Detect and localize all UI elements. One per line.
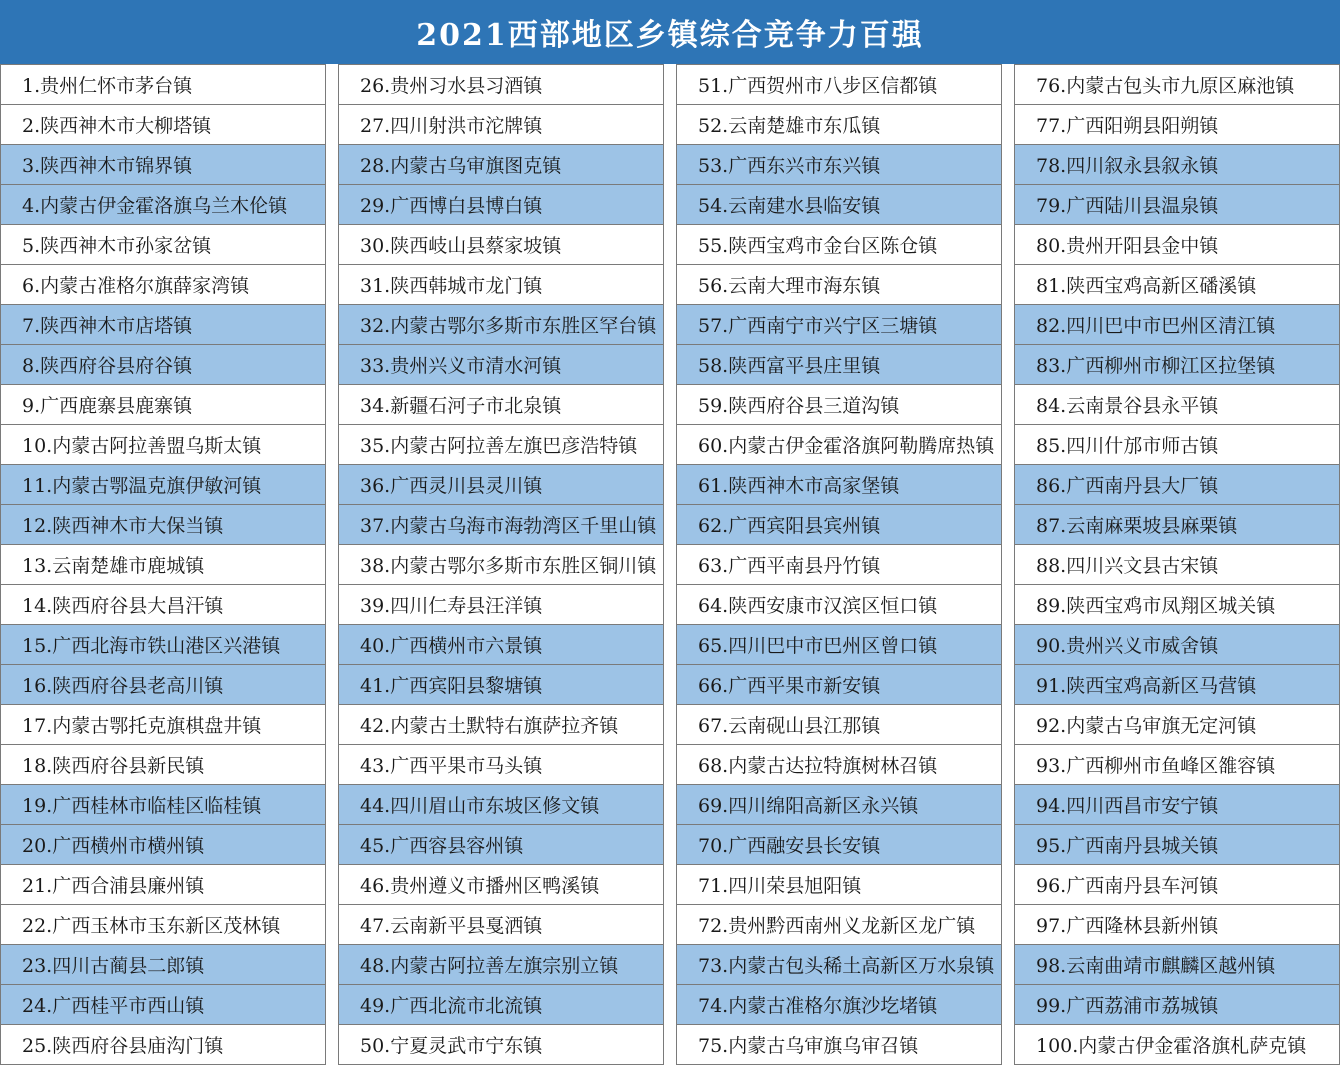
ranking-entry: 19.广西桂林市临桂区临桂镇 [0,785,326,825]
ranking-entry: 1.贵州仁怀市茅台镇 [0,64,326,105]
ranking-entry: 24.广西桂平市西山镇 [0,985,326,1025]
ranking-entry: 10.内蒙古阿拉善盟乌斯太镇 [0,425,326,465]
ranking-entry: 74.内蒙古准格尔旗沙圪堵镇 [676,985,1002,1025]
ranking-entry: 65.四川巴中市巴州区曾口镇 [676,625,1002,665]
ranking-entry: 6.内蒙古准格尔旗薛家湾镇 [0,265,326,305]
ranking-entry: 17.内蒙古鄂托克旗棋盘井镇 [0,705,326,745]
ranking-entry: 25.陕西府谷县庙沟门镇 [0,1025,326,1065]
ranking-entry: 29.广西博白县博白镇 [338,185,664,225]
ranking-entry: 37.内蒙古乌海市海勃湾区千里山镇 [338,505,664,545]
ranking-entry: 35.内蒙古阿拉善左旗巴彦浩特镇 [338,425,664,465]
ranking-table [0,64,1340,1065]
ranking-entry: 11.内蒙古鄂温克旗伊敏河镇 [0,465,326,505]
ranking-entry: 7.陕西神木市店塔镇 [0,305,326,345]
ranking-entry: 63.广西平南县丹竹镇 [676,545,1002,585]
ranking-entry: 85.四川什邡市师古镇 [1014,425,1340,465]
ranking-entry: 44.四川眉山市东坡区修文镇 [338,785,664,825]
ranking-entry: 51.广西贺州市八步区信都镇 [676,64,1002,105]
ranking-entry: 30.陕西岐山县蔡家坡镇 [338,225,664,265]
ranking-entry: 69.四川绵阳高新区永兴镇 [676,785,1002,825]
ranking-entry: 62.广西宾阳县宾州镇 [676,505,1002,545]
ranking-column-1 [0,64,326,1065]
ranking-entry: 84.云南景谷县永平镇 [1014,385,1340,425]
ranking-entry: 14.陕西府谷县大昌汗镇 [0,585,326,625]
ranking-entry: 91.陕西宝鸡高新区马营镇 [1014,665,1340,705]
ranking-entry: 5.陕西神木市孙家岔镇 [0,225,326,265]
ranking-entry: 77.广西阳朔县阳朔镇 [1014,105,1340,145]
ranking-entry: 57.广西南宁市兴宁区三塘镇 [676,305,1002,345]
ranking-entry: 70.广西融安县长安镇 [676,825,1002,865]
ranking-entry: 66.广西平果市新安镇 [676,665,1002,705]
ranking-entry: 32.内蒙古鄂尔多斯市东胜区罕台镇 [338,305,664,345]
ranking-entry: 2.陕西神木市大柳塔镇 [0,105,326,145]
ranking-entry: 34.新疆石河子市北泉镇 [338,385,664,425]
ranking-entry: 47.云南新平县戛洒镇 [338,905,664,945]
ranking-entry: 73.内蒙古包头稀土高新区万水泉镇 [676,945,1002,985]
ranking-entry: 36.广西灵川县灵川镇 [338,465,664,505]
ranking-entry: 67.云南砚山县江那镇 [676,705,1002,745]
ranking-entry: 28.内蒙古乌审旗图克镇 [338,145,664,185]
ranking-entry: 82.四川巴中市巴州区清江镇 [1014,305,1340,345]
ranking-entry: 61.陕西神木市高家堡镇 [676,465,1002,505]
ranking-entry: 97.广西隆林县新州镇 [1014,905,1340,945]
ranking-entry: 9.广西鹿寨县鹿寨镇 [0,385,326,425]
ranking-entry: 45.广西容县容州镇 [338,825,664,865]
ranking-entry: 89.陕西宝鸡市凤翔区城关镇 [1014,585,1340,625]
ranking-entry: 81.陕西宝鸡高新区磻溪镇 [1014,265,1340,305]
ranking-entry: 41.广西宾阳县黎塘镇 [338,665,664,705]
ranking-entry: 76.内蒙古包头市九原区麻池镇 [1014,64,1340,105]
ranking-entry: 46.贵州遵义市播州区鸭溪镇 [338,865,664,905]
ranking-entry: 56.云南大理市海东镇 [676,265,1002,305]
ranking-entry: 98.云南曲靖市麒麟区越州镇 [1014,945,1340,985]
ranking-entry: 27.四川射洪市沱牌镇 [338,105,664,145]
ranking-entry: 90.贵州兴义市威舍镇 [1014,625,1340,665]
ranking-entry: 48.内蒙古阿拉善左旗宗别立镇 [338,945,664,985]
ranking-entry: 23.四川古蔺县二郎镇 [0,945,326,985]
ranking-entry: 93.广西柳州市鱼峰区雒容镇 [1014,745,1340,785]
ranking-entry: 15.广西北海市铁山港区兴港镇 [0,625,326,665]
ranking-entry: 78.四川叙永县叙永镇 [1014,145,1340,185]
ranking-entry: 87.云南麻栗坡县麻栗镇 [1014,505,1340,545]
ranking-entry: 12.陕西神木市大保当镇 [0,505,326,545]
ranking-entry: 71.四川荣县旭阳镇 [676,865,1002,905]
ranking-entry: 88.四川兴文县古宋镇 [1014,545,1340,585]
ranking-entry: 75.内蒙古乌审旗乌审召镇 [676,1025,1002,1065]
ranking-entry: 58.陕西富平县庄里镇 [676,345,1002,385]
ranking-entry: 96.广西南丹县车河镇 [1014,865,1340,905]
ranking-entry: 72.贵州黔西南州义龙新区龙广镇 [676,905,1002,945]
ranking-entry: 42.内蒙古土默特右旗萨拉齐镇 [338,705,664,745]
ranking-entry: 60.内蒙古伊金霍洛旗阿勒腾席热镇 [676,425,1002,465]
ranking-entry: 13.云南楚雄市鹿城镇 [0,545,326,585]
ranking-entry: 100.内蒙古伊金霍洛旗札萨克镇 [1014,1025,1340,1065]
ranking-entry: 4.内蒙古伊金霍洛旗乌兰木伦镇 [0,185,326,225]
ranking-entry: 55.陕西宝鸡市金台区陈仓镇 [676,225,1002,265]
ranking-entry: 95.广西南丹县城关镇 [1014,825,1340,865]
ranking-entry: 99.广西荔浦市荔城镇 [1014,985,1340,1025]
ranking-column-2 [338,64,664,1065]
ranking-entry: 31.陕西韩城市龙门镇 [338,265,664,305]
ranking-entry: 59.陕西府谷县三道沟镇 [676,385,1002,425]
ranking-entry: 38.内蒙古鄂尔多斯市东胜区铜川镇 [338,545,664,585]
ranking-entry: 53.广西东兴市东兴镇 [676,145,1002,185]
ranking-entry: 86.广西南丹县大厂镇 [1014,465,1340,505]
ranking-entry: 26.贵州习水县习酒镇 [338,64,664,105]
ranking-entry: 64.陕西安康市汉滨区恒口镇 [676,585,1002,625]
ranking-column-4 [1014,64,1340,1065]
ranking-entry: 22.广西玉林市玉东新区茂林镇 [0,905,326,945]
ranking-entry: 83.广西柳州市柳江区拉堡镇 [1014,345,1340,385]
ranking-entry: 20.广西横州市横州镇 [0,825,326,865]
ranking-entry: 50.宁夏灵武市宁东镇 [338,1025,664,1065]
ranking-entry: 79.广西陆川县温泉镇 [1014,185,1340,225]
ranking-entry: 8.陕西府谷县府谷镇 [0,345,326,385]
ranking-entry: 94.四川西昌市安宁镇 [1014,785,1340,825]
page-title: 2021西部地区乡镇综合竞争力百强 [0,0,1340,64]
ranking-entry: 52.云南楚雄市东瓜镇 [676,105,1002,145]
ranking-entry: 40.广西横州市六景镇 [338,625,664,665]
ranking-entry: 43.广西平果市马头镇 [338,745,664,785]
ranking-entry: 80.贵州开阳县金中镇 [1014,225,1340,265]
ranking-entry: 16.陕西府谷县老高川镇 [0,665,326,705]
ranking-entry: 21.广西合浦县廉州镇 [0,865,326,905]
ranking-entry: 68.内蒙古达拉特旗树林召镇 [676,745,1002,785]
ranking-entry: 18.陕西府谷县新民镇 [0,745,326,785]
ranking-entry: 49.广西北流市北流镇 [338,985,664,1025]
ranking-entry: 3.陕西神木市锦界镇 [0,145,326,185]
ranking-entry: 92.内蒙古乌审旗无定河镇 [1014,705,1340,745]
ranking-column-3 [676,64,1002,1065]
ranking-entry: 39.四川仁寿县汪洋镇 [338,585,664,625]
ranking-entry: 33.贵州兴义市清水河镇 [338,345,664,385]
ranking-entry: 54.云南建水县临安镇 [676,185,1002,225]
